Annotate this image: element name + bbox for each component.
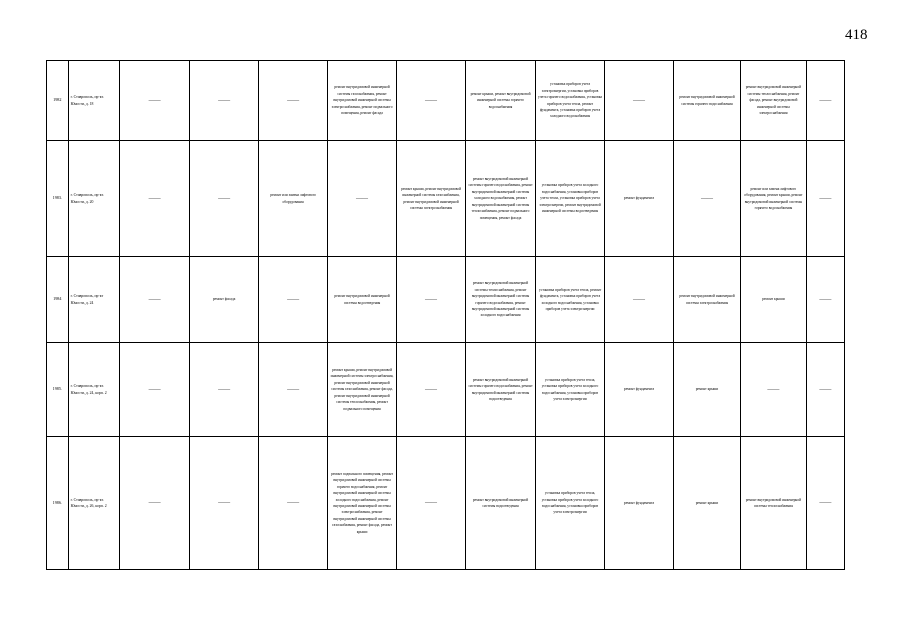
work-cell: ремонт внутридомовой инженерной системы теплоснабжения, ремонт внутридомовой инженерной системы горячего водоснабжения, ремонт внутридомовой инженерной системы холодного водоснабжения — [466, 257, 536, 343]
work-cell: ремонт крыши — [674, 343, 741, 437]
work-cell: —— — [120, 343, 190, 437]
work-cell: ремонт крыши, ремонт внутридомовой инженерной системы электроснабжения, ремонт внутридомовой инженерной системы газоснабжения, ремонт фасада, ремонт внутридомовой инженерной системы теплоснабжения, ремонт подвального помещения — [328, 343, 397, 437]
work-cell: —— — [806, 61, 844, 141]
work-cell: —— — [259, 257, 328, 343]
work-cell: —— — [806, 437, 844, 570]
row-address: г. Ставрополь, пр-кт. Юности, д. 20 — [68, 141, 119, 257]
work-cell: —— — [120, 437, 190, 570]
row-number: 1984 — [47, 257, 69, 343]
work-cell: ремонт или замена лифтового оборудования — [259, 141, 328, 257]
work-cell: ремонт внутридомовой инженерной системы горячего водоснабжения, ремонт внутридомовой инженерной системы холодного водоснабжения, ремонт внутридомовой инженерной системы теплоснабжения, ремонт подвального помещения, ремонт фасада — [466, 141, 536, 257]
table-row — [47, 437, 845, 570]
work-cell: ремонт фундамента — [605, 437, 674, 570]
work-cell: —— — [259, 343, 328, 437]
table-row — [47, 343, 845, 437]
work-cell: —— — [259, 437, 328, 570]
work-cell: —— — [190, 141, 259, 257]
work-cell: ремонт внутридомовой инженерной системы теплоснабжения — [740, 437, 806, 570]
work-cell: ремонт подвального помещения, ремонт внутридомовой инженерной системы горячего водоснабжения, ремонт внутридомовой инженерной системы холодного водоснабжения, ремонт внутридомовой инженерной системы электроснабжения, ремонт внутридомовой инженерной системы газоснабжения, ремонт фасада, ремонт крыши — [328, 437, 397, 570]
work-cell: —— — [605, 257, 674, 343]
work-cell: —— — [605, 61, 674, 141]
work-cell: ремонт или замена лифтового оборудования, ремонт крыши, ремонт внутридомовой инженерной системы горячего водоснабжения — [740, 141, 806, 257]
row-address: г. Ставрополь, пр-кт. Юности, д. 24, корп. 2 — [68, 343, 119, 437]
work-cell: ремонт фасада — [190, 257, 259, 343]
work-cell: —— — [190, 437, 259, 570]
work-cell: ремонт внутридомовой инженерной системы водоотведения — [328, 257, 397, 343]
table-row — [47, 61, 845, 141]
work-cell: установка приборов учета тепла, установка приборов учета холодного водоснабжения, установка приборов учета электроэнергии — [536, 343, 605, 437]
table-row — [47, 257, 845, 343]
work-cell: ремонт фундамента — [605, 343, 674, 437]
work-cell: —— — [120, 141, 190, 257]
work-cell: —— — [120, 257, 190, 343]
row-number: 1982 — [47, 61, 69, 141]
work-cell: ремонт фундамента — [605, 141, 674, 257]
work-cell: —— — [674, 141, 741, 257]
work-cell: —— — [259, 61, 328, 141]
work-cell: —— — [397, 257, 466, 343]
work-cell: —— — [190, 343, 259, 437]
work-cell: ремонт внутридомовой инженерной системы газоснабжения, ремонт внутридомовой инженерной системы электроснабжения, ремонт подвального помещения, ремонт фасада — [328, 61, 397, 141]
work-cell: установка приборов учета тепла, установка приборов учета холодного водоснабжения, установка приборов учета электроэнергии — [536, 437, 605, 570]
work-cell: установка приборов учета электроэнергии, установка приборов учета горячего водоснабжения, установка приборов учета тепла, ремонт фундамента, установка приборов учета холодного водоснабжения — [536, 61, 605, 141]
work-cell: ремонт крыши, ремонт внутридомовой инженерной системы газоснабжения, ремонт внутридомовой инженерной системы электроснабжения — [397, 141, 466, 257]
work-cell: —— — [397, 437, 466, 570]
row-number: 1985. — [47, 343, 69, 437]
row-number: 1983. — [47, 141, 69, 257]
row-address: г. Ставрополь, пр-кт. Юности, д. 18 — [68, 61, 119, 141]
table-row — [47, 141, 845, 257]
work-cell: ремонт внутридомовой инженерной системы горячего водоснабжения — [674, 61, 741, 141]
work-cell: установка приборов учета холодного водоснабжения, установка приборов учета тепла, установка приборов учета электроэнергии, ремонт внутридомовой инженерной системы водоотведения — [536, 141, 605, 257]
page-number: 418 — [845, 27, 868, 43]
work-cell: —— — [806, 257, 844, 343]
work-cell: —— — [806, 343, 844, 437]
work-cell: —— — [397, 343, 466, 437]
work-cell: —— — [397, 61, 466, 141]
work-cell: —— — [806, 141, 844, 257]
work-cell: ремонт внутридомовой инженерной системы водоотведения — [466, 437, 536, 570]
work-cell: установка приборов учета тепла, ремонт фундамента, установка приборов учета холодного водоснабжения, установка приборов учета электроэнергии — [536, 257, 605, 343]
work-cell: ремонт крыши — [740, 257, 806, 343]
repair-schedule-table — [46, 60, 845, 570]
work-cell: —— — [740, 343, 806, 437]
work-cell: ремонт внутридомовой инженерной системы горячего водоснабжения, ремонт внутридомовой инженерной системы водоотведения — [466, 343, 536, 437]
work-cell: ремонт внутридомовой инженерной системы электроснабжения — [674, 257, 741, 343]
work-cell: —— — [120, 61, 190, 141]
work-cell: ремонт крыши — [674, 437, 741, 570]
work-cell: —— — [328, 141, 397, 257]
row-address: г. Ставрополь, пр-кт. Юности, д. 26, корп. 2 — [68, 437, 119, 570]
table-body — [47, 61, 845, 570]
row-address: г. Ставрополь, пр-кт Юности, д. 24 — [68, 257, 119, 343]
work-cell: ремонт крыши, ремонт внутридомовой инженерной системы горячего водоснабжения — [466, 61, 536, 141]
row-number: 1986. — [47, 437, 69, 570]
work-cell: —— — [190, 61, 259, 141]
work-cell: ремонт внутридомовой инженерной системы теплоснабжения, ремонт фасада, ремонт внутридомовой инженерной системы электроснабжения — [740, 61, 806, 141]
